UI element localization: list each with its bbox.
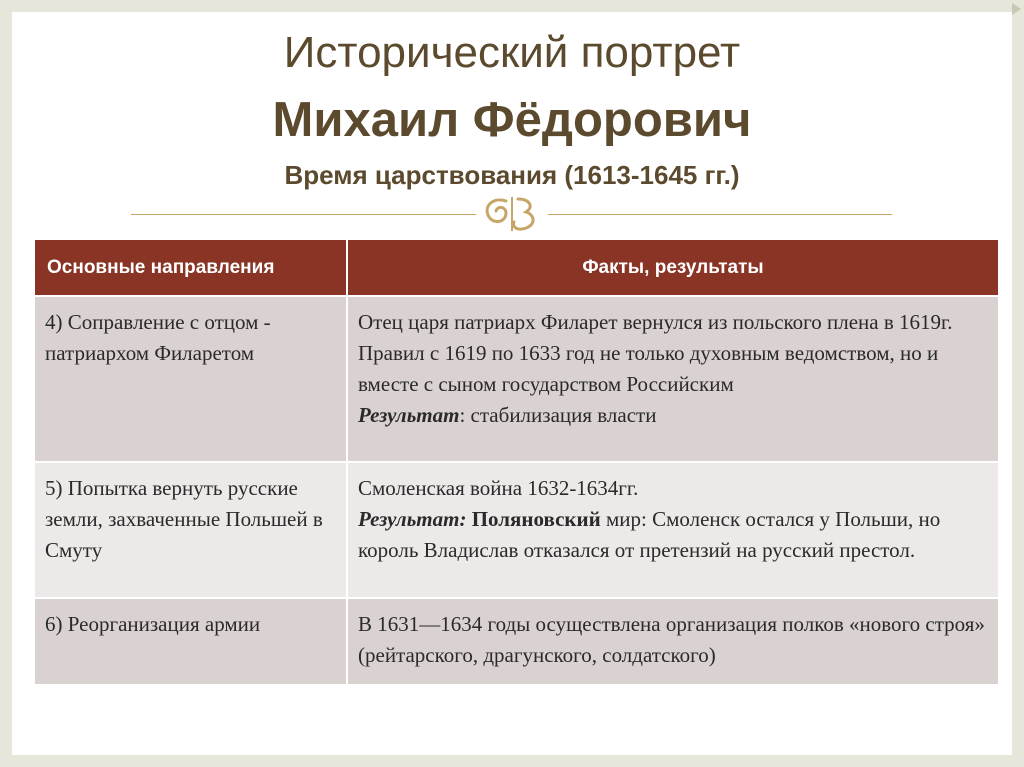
table-row: [34, 296, 999, 462]
divider-left: [131, 214, 476, 215]
column-header-directions: Основные направления: [34, 239, 347, 296]
result-text: : стабилизация власти: [459, 403, 657, 427]
table-row: [34, 462, 999, 598]
column-header-facts: Факты, результаты: [347, 239, 999, 296]
result-text: мир: Смоленск остался у Польши, но король Владислав отказался от претензий на русский престол.: [358, 507, 941, 562]
ornament-icon: [476, 193, 548, 233]
direction-cell: 4) Соправление с отцом - патриархом Филаретом: [34, 296, 347, 462]
slide-title: Исторический портрет: [283, 28, 741, 77]
facts-text: Смоленская война 1632-1634гг.: [358, 476, 639, 500]
facts-cell: В 1631—1634 годы осуществлена организация полков «нового строя» (рейтарского, драгунского, солдатского): [347, 598, 999, 685]
corner-arrow-icon: [1012, 3, 1021, 15]
facts-cell: [347, 462, 999, 598]
facts-cell: [347, 296, 999, 462]
reign-period: Время царствования (1613-1645 гг.): [284, 160, 740, 190]
table-header-row: [34, 239, 999, 296]
direction-cell: 5) Попытка вернуть русские земли, захваченные Польшей в Смуту: [34, 462, 347, 598]
facts-table: [33, 238, 1000, 686]
result-label: Результат:: [358, 507, 467, 531]
divider-right: [548, 214, 892, 215]
table-row: [34, 598, 999, 685]
facts-text: Отец царя патриарх Филарет вернулся из польского плена в 1619г. Правил с 1619 по 1633 год не только духовным ведомством, но и вместе с сыном государством Российским: [358, 310, 953, 396]
result-term: Поляновский: [471, 507, 601, 531]
result-label: Результат: [358, 403, 460, 427]
person-name: Михаил Фёдорович: [272, 93, 752, 147]
direction-cell: 6) Реорганизация армии: [34, 598, 347, 685]
